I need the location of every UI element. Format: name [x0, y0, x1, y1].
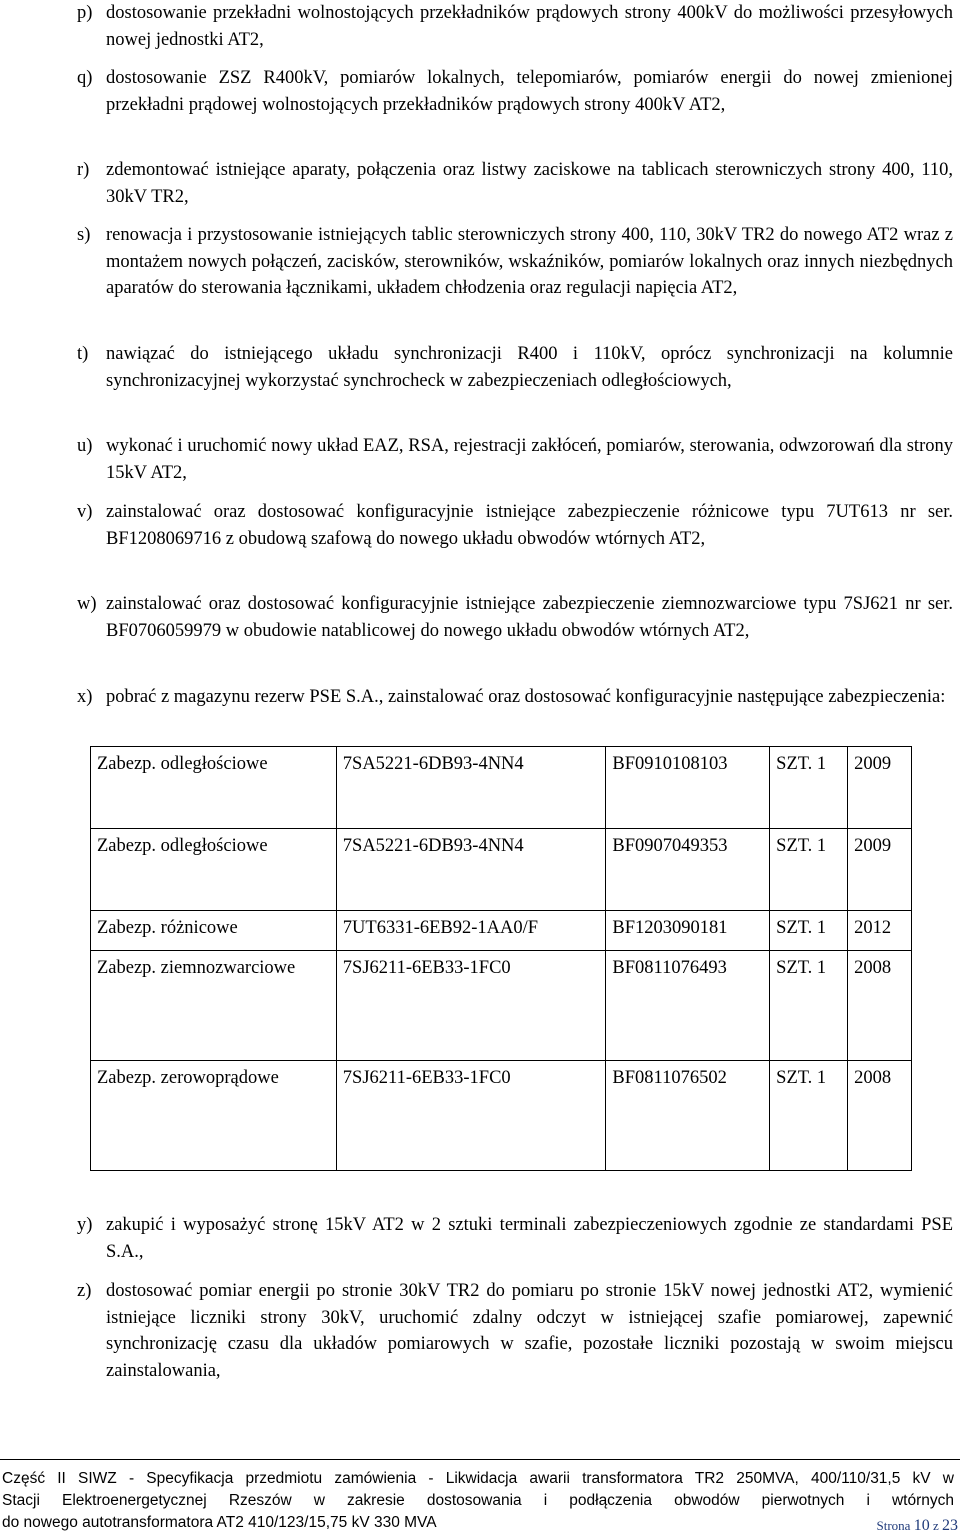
table-cell-qty: SZT. 1 [770, 829, 848, 911]
item-text: zainstalować oraz dostosować konfiguracyjnie istniejące zabezpieczenie ziemnozwarciowe typu 7SJ621 nr ser. BF0706059979 w obudowie natablicowej do nowego układu obwodów wtórnych AT2, [106, 594, 953, 641]
footer-line: do nowego autotransformatora AT2 410/123/15,75 kV 330 MVA [2, 1514, 437, 1531]
table-cell-type: Zabezp. odległościowe [91, 747, 337, 829]
item-label: w) [77, 594, 97, 614]
item-label: u) [77, 436, 93, 456]
list-item-x [77, 684, 953, 711]
table-cell-serial: BF0811076502 [606, 1061, 770, 1171]
table-row [91, 747, 912, 829]
table-row [91, 829, 912, 911]
page-current: 10 [913, 1517, 930, 1534]
table-cell-model: 7UT6331-6EB92-1AA0/F [336, 911, 606, 951]
page-word: Strona [876, 1518, 911, 1533]
list-item-p [77, 0, 953, 53]
item-text: dostosowanie przekładni wolnostojących przekładników prądowych strony 400kV do możliwości przesyłowych nowej jednostki AT2, [106, 3, 953, 50]
page-total: 23 [942, 1517, 958, 1534]
table-cell-type: Zabezp. ziemnozwarciowe [91, 951, 337, 1061]
list-item-t [77, 341, 953, 394]
table-row [91, 911, 912, 951]
list-item-r [77, 157, 953, 210]
footer-line: Część II SIWZ - Specyfikacja przedmiotu zamówienia - Likwidacja awarii transformatora TR2 250MVA, 400/110/31,5 kV w [2, 1470, 954, 1487]
table-cell-qty: SZT. 1 [770, 951, 848, 1061]
table-cell-qty: SZT. 1 [770, 911, 848, 951]
table-cell-serial: BF0910108103 [606, 747, 770, 829]
table-cell-model: 7SA5221-6DB93-4NN4 [336, 829, 606, 911]
item-label: y) [77, 1215, 93, 1235]
list-item-q [77, 65, 953, 118]
table-cell-type: Zabezp. zerowoprądowe [91, 1061, 337, 1171]
item-label: z) [77, 1281, 92, 1301]
list-item-z [77, 1278, 953, 1384]
table-cell-year: 2012 [848, 911, 912, 951]
item-text: renowacja i przystosowanie istniejących tablic sterowniczych strony 400, 110, 30kV TR2 do nowego AT2 wraz z montażem nowych połączeń, zacisków, sterowników, wskaźników, pomiarów lokalnych oraz innych niezbędnych aparatów do sterowania łącznikami, układem chłodzenia oraz regulacji napięcia AT2, [106, 225, 953, 298]
item-text: zakupić i wyposażyć stronę 15kV AT2 w 2 sztuki terminali zabezpieczeniowych zgodnie ze standardami PSE S.A., [106, 1215, 953, 1262]
item-text: dostosować pomiar energii po stronie 30kV TR2 do pomiaru po stronie 15kV nowej jednostki AT2, wymienić istniejące liczniki strony 30kV, uruchomić zdalny odczyt w istniejącej szafie pomiarowej, zapewnić synchronizację czasu dla układów pomiarowych w szafie, pozostałe liczniki pozostają w swoim miejscu zainstalowania, [106, 1281, 953, 1381]
table-row [91, 951, 912, 1061]
item-label: t) [77, 344, 89, 364]
item-label: x) [77, 687, 93, 707]
item-text: zainstalować oraz dostosować konfiguracyjnie istniejące zabezpieczenie różnicowe typu 7UT613 nr ser. BF1208069716 z obudową szafową do nowego układu obwodów wtórnych AT2, [106, 502, 953, 549]
footer-line: Stacji Elektroenergetycznej Rzeszów w zakresie dostosowania i podłączenia obwodów pierwotnych i wtórnych [2, 1492, 954, 1509]
table-cell-qty: SZT. 1 [770, 747, 848, 829]
page-number [877, 1517, 958, 1535]
table-cell-year: 2009 [848, 829, 912, 911]
table-cell-serial: BF0907049353 [606, 829, 770, 911]
table-cell-type: Zabezp. różnicowe [91, 911, 337, 951]
footer-divider [0, 1459, 960, 1460]
table-cell-year: 2008 [848, 951, 912, 1061]
item-text: zdemontować istniejące aparaty, połączenia oraz listwy zaciskowe na tablicach sterowniczych strony 400, 110, 30kV TR2, [106, 160, 953, 207]
list-item-v [77, 499, 953, 552]
item-label: r) [77, 160, 90, 180]
table-cell-model: 7SJ6211-6EB33-1FC0 [336, 951, 606, 1061]
item-label: p) [77, 3, 93, 23]
item-label: s) [77, 225, 91, 245]
list-item-w [77, 591, 953, 644]
list-item-u [77, 433, 953, 486]
table-cell-year: 2009 [848, 747, 912, 829]
table-cell-model: 7SA5221-6DB93-4NN4 [336, 747, 606, 829]
item-label: v) [77, 502, 93, 522]
list-item-y [77, 1212, 953, 1265]
item-text: dostosowanie ZSZ R400kV, pomiarów lokalnych, telepomiarów, pomiarów energii do nowej zmienionej przekładni prądowej wolnostojących przekładników prądowych strony 400kV AT2, [106, 68, 953, 115]
table-row [91, 1061, 912, 1171]
item-label: q) [77, 68, 93, 88]
table-cell-serial: BF1203090181 [606, 911, 770, 951]
table-cell-serial: BF0811076493 [606, 951, 770, 1061]
table-cell-type: Zabezp. odległościowe [91, 829, 337, 911]
table-cell-qty: SZT. 1 [770, 1061, 848, 1171]
item-text: wykonać i uruchomić nowy układ EAZ, RSA, rejestracji zakłóceń, pomiarów, sterowania, odwzorowań dla strony 15kV AT2, [106, 436, 953, 483]
table-cell-year: 2008 [848, 1061, 912, 1171]
page-separator: z [932, 1518, 939, 1533]
protection-table [90, 746, 912, 1171]
item-text: nawiązać do istniejącego układu synchronizacji R400 i 110kV, oprócz synchronizacji na kolumnie synchronizacyjnej wykorzystać synchrocheck w zabezpieczeniach odległościowych, [106, 344, 953, 391]
list-item-s [77, 222, 953, 302]
item-text: pobrać z magazynu rezerw PSE S.A., zainstalować oraz dostosować konfiguracyjnie następujące zabezpieczenia: [106, 687, 946, 707]
table-cell-model: 7SJ6211-6EB33-1FC0 [336, 1061, 606, 1171]
page-footer [2, 1468, 954, 1534]
